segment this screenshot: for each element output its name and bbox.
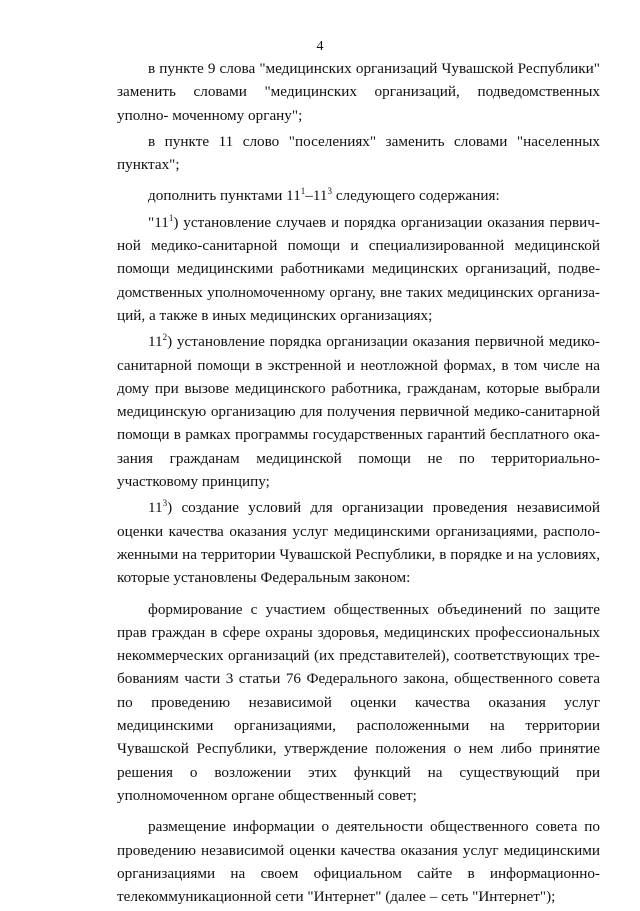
- paragraph-item-11-3: $11^3$) создание условий для организации проведения независимой оценки качества оказания услуг медицинскими организациями, располо- женными на территории Чувашской Республики, в порядке и на условиях, которые установлены Федеральным законом:: [117, 498, 600, 587]
- paragraph-item-11-2: $11^2$) установление порядка организации оказания первичной медико- санитарной помощи в экстренной и неотложной формах, в том числе на дому при вызове медицинского работника, гражданам, которые выбрали медицинскую организацию для получения первичной медико-санитарной помощи в рамках программы государственных гарантий бесплатного ока- зания гражданам медицинской помощи не по территориально-участковому принципу;: [117, 332, 600, 491]
- paragraph-item-11-1: "$11^1$) установление случаев и порядка организации оказания первич- ной медико-санитарной помощи и специализированной медицинской помощи медицинскими работниками медицинских организаций, подве- домственных уполномоченному органу, вне таких медицинских организа- ций, а также в иных медицинских организациях;: [117, 212, 600, 324]
- paragraph-item-9-amendment: в пункте 9 слова "медицинских организаций Чувашской Республики" заменить словами "медицинских организаций, подведомственных уполно- моченному органу";: [117, 60, 600, 124]
- paragraph-add-items: дополнить пунктами $11^1-11^3$ следующего содержания:: [148, 186, 500, 205]
- document-body: [117, 57, 600, 911]
- paragraph-info-placement: размещение информации о деятельности общественного совета по проведению независимой оценки качества оказания услуг медицинскими организациями на своем официальном сайте в информационно- телекоммуникационной сети "Интернет" (далее – сеть "Интернет");: [117, 818, 600, 906]
- page-number: 4: [316, 39, 324, 54]
- paragraph-item-11-amendment: в пункте 11 слово "поселениях" заменить словами "населенных пунктах";: [117, 132, 600, 174]
- paragraph-public-council-formation: формирование с участием общественных объединений по защите прав граждан в сфере охраны здоровья, медицинских профессиональных некоммерческих организаций (их представителей), соответствующих тре- бованиям части 3 статьи 76 Федерального закона, общественного совета по проведению независимой оценки качества оказания услуг медицинскими организациями, расположенными на территории Чувашской Республики, утверждение положения о нем либо принятие решения о возложении этих функций на существующий при уполномоченном органе общественный совет;: [117, 600, 600, 804]
